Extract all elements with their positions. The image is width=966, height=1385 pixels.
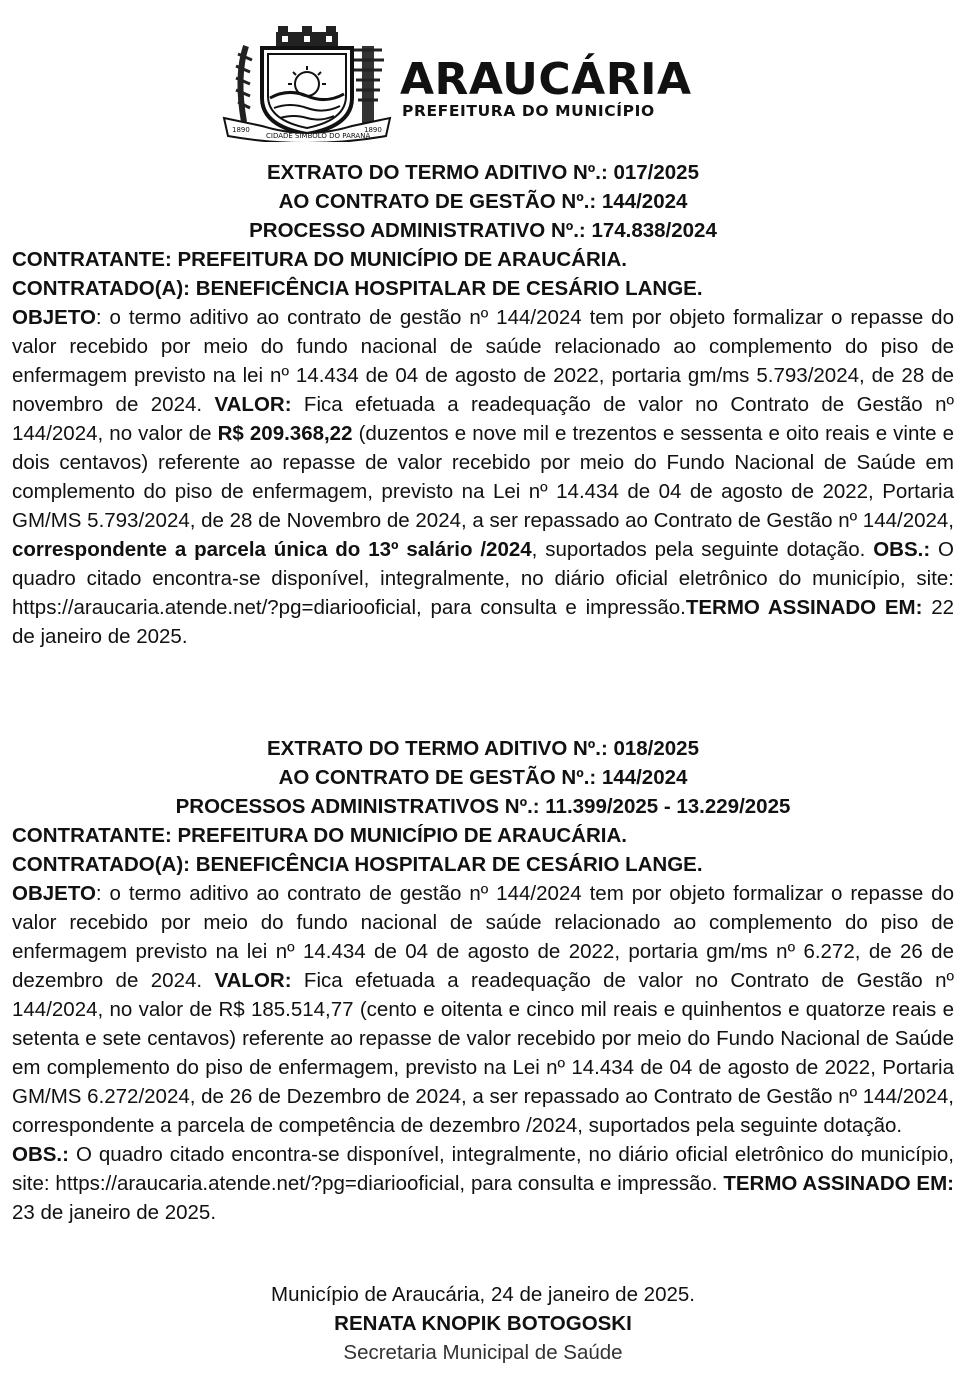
obs-text: O quadro citado encontra-se disponível, integralmente, no diário oficial eletrônico do município, site: https://araucaria.atende.net/?pg=diariooficial, para consulta e impressão.	[12, 1143, 954, 1195]
contratado-line: CONTRATADO(A): BENEFICÊNCIA HOSPITALAR DE CESÁRIO LANGE.	[12, 853, 703, 876]
parcela-text-bold: correspondente a parcela única do 13º salário /2024	[12, 538, 532, 561]
processo-title: PROCESSOS ADMINISTRATIVOS Nº.: 11.399/2025 - 13.229/2025	[175, 795, 791, 818]
obs-paragraph	[12, 1140, 954, 1227]
signer-name: RENATA KNOPIK BOTOGOSKI	[334, 1312, 632, 1335]
objeto-paragraph	[12, 879, 954, 1140]
extrato-title: EXTRATO DO TERMO ADITIVO Nº.: 017/2025	[266, 161, 699, 184]
objeto-text: : o termo aditivo ao contrato de gestão nº 144/2024 tem por objeto formalizar o repasse do valor recebido por meio do fundo nacional de saúde relacionado ao complemento do piso de enfermagem previsto na lei nº 14.434 de 04 de agosto de 2022, portaria gm/ms nº 6.272, de 26 de dezembro de 2024.	[12, 882, 954, 992]
brand-name: ARAUCÁRIA	[400, 54, 692, 105]
valor-text: Fica efetuada a readequação de valor no Contrato de Gestão nº 144/2024, no valor de	[12, 393, 954, 445]
objeto-paragraph	[12, 303, 954, 651]
valor-text: Fica efetuada a readequação de valor no Contrato de Gestão nº 144/2024, no valor de R$ 185.514,77 (cento e oitenta e cinco mil reais e quinhentos e quatorze reais e setenta e sete centavos) referente ao repasse de valor recebido por meio do Fundo Nacional de Saúde em complemento do piso de enfermagem, previsto na Lei nº 14.434 de 04 de agosto de 2022, Portaria GM/MS 6.272/2024, de 26 de Dezembro de 2024, a ser repassado ao Contrato de Gestão nº 144/2024, correspondente a parcela de competência de dezembro /2024, suportados pela seguinte dotação.	[12, 969, 954, 1137]
seal-year-left: 1890	[232, 126, 250, 134]
termo-assinado-date: 22 de janeiro de 2025.	[12, 596, 955, 648]
termo-assinado-label: TERMO ASSINADO EM:	[723, 1172, 955, 1195]
contratante-line: CONTRATANTE: PREFEITURA DO MUNICÍPIO DE ARAUCÁRIA.	[12, 824, 627, 847]
objeto-label: OBJETO	[12, 306, 96, 329]
valor-text-continued: (duzentos e nove mil e trezentos e sessenta e oito reais e vinte e dois centavos) referente ao repasse de valor recebido por meio do Fundo Nacional de Saúde em complemento do piso de enfermagem, previsto na Lei nº 14.434 de 04 de agosto de 2022, Portaria GM/MS 5.793/2024, de 28 de Novembro de 2024, a ser repassado ao Contrato de Gestão nº 144/2024,	[12, 422, 954, 532]
contratado-line: CONTRATADO(A): BENEFICÊNCIA HOSPITALAR DE CESÁRIO LANGE.	[12, 277, 703, 300]
seal-year-right: 1890	[364, 126, 382, 134]
contrato-title: AO CONTRATO DE GESTÃO Nº.: 144/2024	[278, 766, 688, 789]
objeto-label: OBJETO	[12, 882, 96, 905]
termo-assinado-label: TERMO ASSINADO EM:	[685, 596, 923, 619]
extrato-title: EXTRATO DO TERMO ADITIVO Nº.: 018/2025	[266, 737, 699, 760]
objeto-text: : o termo aditivo ao contrato de gestão nº 144/2024 tem por objeto formalizar o repasse do valor recebido por meio do fundo nacional de saúde relacionado ao complemento do piso de enfermagem previsto na lei nº 14.434 de 04 de agosto de 2022, portaria gm/ms 5.793/2024, de 28 de novembro de 2024.	[12, 306, 954, 416]
brand-subtitle: PREFEITURA DO MUNICÍPIO	[402, 102, 655, 120]
valor-label: VALOR:	[214, 969, 292, 992]
signer-role: Secretaria Municipal de Saúde	[343, 1341, 623, 1364]
seal-banner-text: CIDADE SÍMBOLO DO PARANÁ	[266, 132, 371, 140]
brand-text	[400, 54, 692, 120]
obs-label: OBS.:	[12, 1143, 69, 1166]
municipal-coat-of-arms-icon	[218, 26, 396, 142]
signature-block	[12, 1280, 954, 1367]
parcela-text: , suportados pela seguinte dotação.	[531, 538, 874, 561]
contratante-line: CONTRATANTE: PREFEITURA DO MUNICÍPIO DE ARAUCÁRIA.	[12, 248, 627, 271]
valor-amount: R$ 209.368,22	[217, 422, 353, 445]
contrato-title: AO CONTRATO DE GESTÃO Nº.: 144/2024	[278, 190, 688, 213]
termo-assinado-date: 23 de janeiro de 2025.	[12, 1201, 217, 1224]
valor-label: VALOR:	[214, 393, 292, 416]
prefeitura-logo	[218, 26, 748, 146]
obs-text: O quadro citado encontra-se disponível, integralmente, no diário oficial eletrônico do município, site: https://araucaria.atende.net/?pg=diariooficial, para consulta e impressão.	[12, 538, 954, 619]
obs-label: OBS.:	[873, 538, 931, 561]
extrato-section-017	[12, 158, 954, 651]
extrato-section-018	[12, 734, 954, 1227]
place-date: Município de Araucária, 24 de janeiro de 2025.	[271, 1283, 695, 1306]
processo-title: PROCESSO ADMINISTRATIVO Nº.: 174.838/2024	[249, 219, 717, 242]
